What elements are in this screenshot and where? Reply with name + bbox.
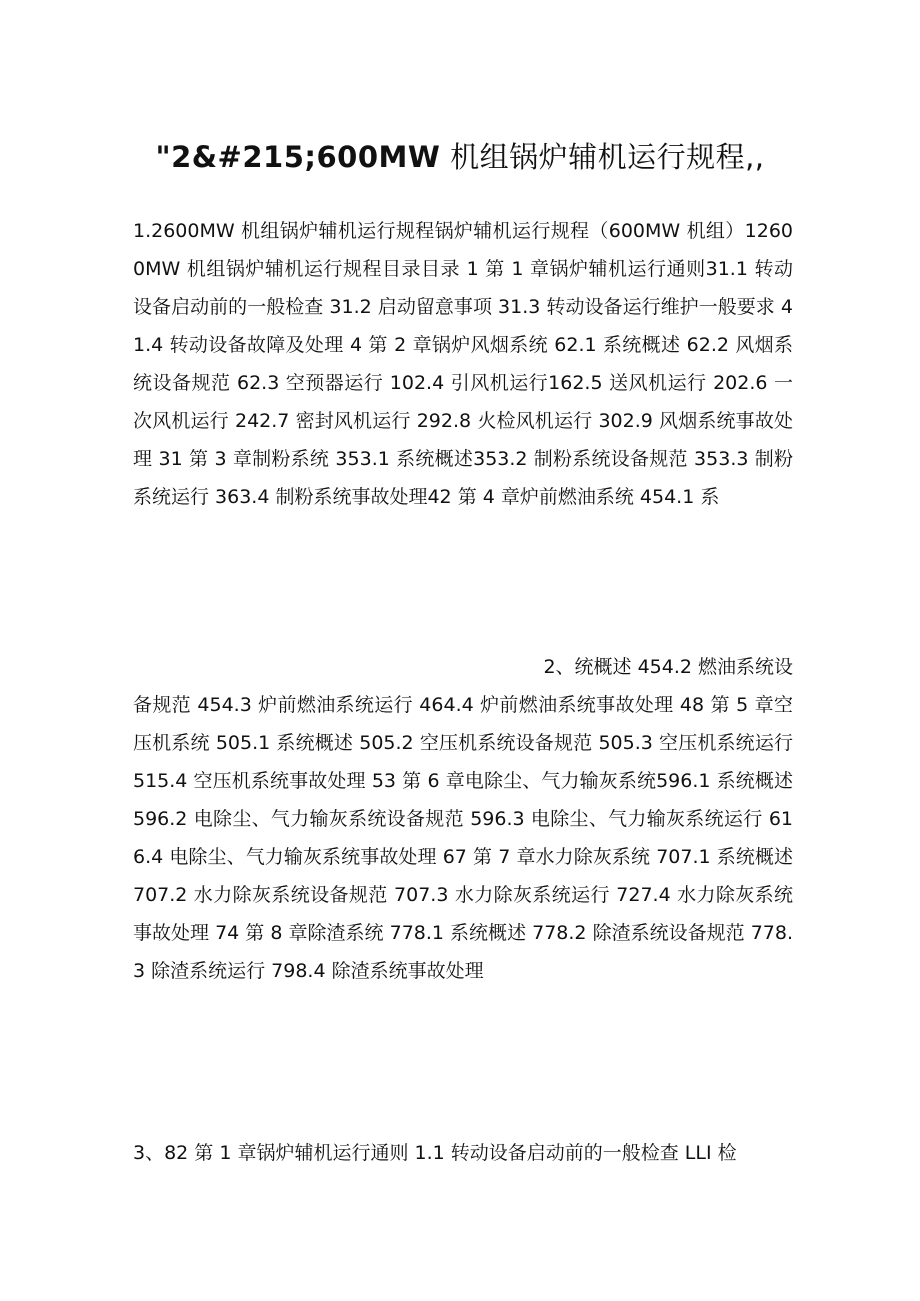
- paragraph-toc-part-1: 1.2600MW 机组锅炉辅机运行规程锅炉辅机运行规程（600MW 机组）12600MW 机组锅炉辅机运行规程目录目录 1 第 1 章锅炉辅机运行通则31.1 转动设备启动前的一般检查 31.2 启动留意事项 31.3 转动设备运行维护一般要求 41.4 转动设备故障及处理 4 第 2 章锅炉风烟系统 62.1 系统概述 62.2 风烟系统设备规范 62.3 空预器运行 102.4 引风机运行162.5 送风机运行 202.6 一次风机运行 242.7 密封风机运行 292.8 火检风机运行 302.9 风烟系统事故处理 31 第 3 章制粉系统 353.1 系统概述353.2 制粉系统设备规范 353.3 制粉系统运行 363.4 制粉系统事故处理42 第 4 章炉前燃油系统 454.1 系: [133, 220, 793, 508]
- title-main: "2&#215;600MW: [155, 140, 441, 174]
- paragraph-toc-part-3: 备规范 454.3 炉前燃油系统运行 464.4 炉前燃油系统事故处理 48 第 5 章空压机系统 505.1 系统概述 505.2 空压机系统设备规范 505.3 空压机系统运行 515.4 空压机系统事故处理 53 第 6 章电除尘、气力输灰系统596.1 系统概述 596.2 电除尘、气力输灰系统设备规范 596.3 电除尘、气力输灰系统运行 616.4 电除尘、气力输灰系统事故处理 67 第 7 章水力除灰系统 707.1 系统概述 707.2 水力除灰系统设备规范 707.3 水力除灰系统运行 727.4 水力除灰系统事故处理 74 第 8 章除渣系统 778.1 系统概述 778.2 除渣系统设备规范 778.3 除渣系统运行 798.4 除渣系统事故处理: [133, 694, 793, 982]
- document-title: [0, 137, 920, 177]
- paragraph-toc-part-2: 2、统概述 454.2 燃油系统设: [543, 656, 793, 678]
- title-suffix: 机组锅炉辅机运行规程,,: [440, 140, 765, 174]
- paragraph-chapter-1-start: 3、82 第 1 章锅炉辅机运行通则 1.1 转动设备启动前的一般检查 LLI 检: [133, 1142, 737, 1164]
